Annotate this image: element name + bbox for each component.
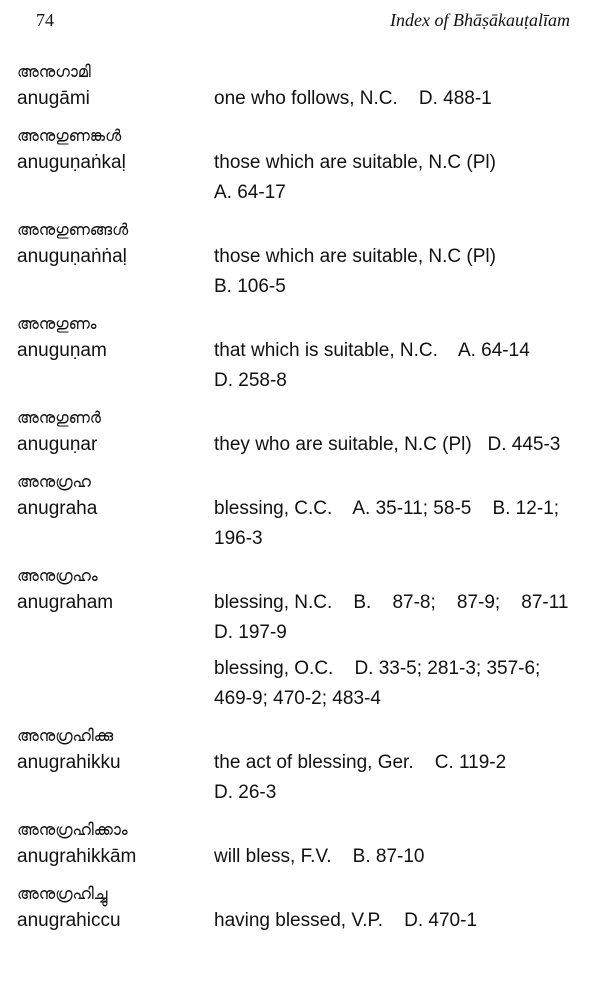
definitions: [214, 588, 570, 714]
definitions: [214, 748, 570, 808]
definition: one who follows, N.C. D. 488-1: [214, 88, 492, 109]
entry-row: [17, 148, 570, 208]
malayalam-headword: അനുഗ്രഹ: [17, 472, 91, 491]
definition: they who are suitable, N.C (Pl) D. 445-3: [214, 434, 561, 455]
definition: having blessed, V.P. D. 470-1: [214, 910, 478, 931]
definition: blessing, O.C. D. 33-5; 281-3; 357-6; 469-9; 470-2; 483-4: [214, 658, 541, 709]
definition: blessing, N.C. B. 87-8; 87-9; 87-11 D. 197-9: [214, 592, 569, 643]
malayalam-headword: അനുഗ്രഹം: [17, 566, 98, 585]
definitions: [214, 842, 570, 872]
transliterated-headword: anugāmi: [17, 88, 90, 109]
malayalam-headword: അനുഗ്രഹിച്ചു: [17, 884, 108, 903]
entry-row: [17, 588, 570, 714]
index-entries: [17, 60, 570, 946]
definitions: [214, 430, 570, 460]
malayalam-headword: അനുഗുണർ: [17, 408, 101, 427]
malayalam-headword: അനുഗ്രഹിക്കാം: [17, 820, 128, 839]
definitions: [214, 148, 570, 208]
entry-row: [17, 842, 570, 872]
index-entry: [17, 60, 570, 114]
transliterated-headword: anugraha: [17, 498, 98, 519]
index-entry: [17, 724, 570, 808]
page-number: 74: [36, 10, 54, 30]
transliterated-headword: anuguṇam: [17, 340, 107, 361]
entry-row: [17, 84, 570, 114]
definitions: [214, 494, 570, 554]
index-entry: [17, 470, 570, 554]
entry-row: [17, 336, 570, 396]
entry-row: [17, 242, 570, 302]
entry-row: [17, 494, 570, 554]
index-entry: [17, 564, 570, 714]
definition: that which is suitable, N.C. A. 64-14 D. 258-8: [214, 340, 530, 391]
definition: will bless, F.V. B. 87-10: [214, 846, 425, 867]
transliterated-headword: anuguṇar: [17, 434, 98, 455]
transliterated-headword: anugrahikkām: [17, 846, 137, 867]
definition: those which are suitable, N.C (Pl) B. 106-5: [214, 246, 496, 297]
malayalam-headword: അനുഗുണങ്ങൾ: [17, 220, 129, 239]
malayalam-headword: അനുഗുണം: [17, 314, 97, 333]
entry-row: [17, 906, 570, 936]
definitions: [214, 336, 570, 396]
transliterated-headword: anugrahikku: [17, 752, 121, 773]
index-entry: [17, 882, 570, 936]
index-entry: [17, 124, 570, 208]
definition: blessing, C.C. A. 35-11; 58-5 B. 12-1; 196-3: [214, 498, 559, 549]
definitions: [214, 242, 570, 302]
transliterated-headword: anugrahiccu: [17, 910, 121, 931]
malayalam-headword: അനുഗ്രഹിക്കു: [17, 726, 114, 745]
definition: the act of blessing, Ger. C. 119-2 D. 26-3: [214, 752, 507, 803]
transliterated-headword: anugraham: [17, 592, 114, 613]
malayalam-headword: അനുഗുണങ്കൾ: [17, 126, 122, 145]
running-head: Index of Bhāṣākauṭalīam: [390, 10, 570, 30]
index-entry: [17, 406, 570, 460]
index-entry: [17, 218, 570, 302]
index-entry: [17, 312, 570, 396]
definition: those which are suitable, N.C (Pl) A. 64-17: [214, 152, 496, 203]
transliterated-headword: anuguṇaṅkaḷ: [17, 152, 126, 173]
entry-row: [17, 748, 570, 808]
index-entry: [17, 818, 570, 872]
definitions: [214, 906, 570, 936]
transliterated-headword: anuguṇaṅṅaḷ: [17, 246, 127, 267]
definitions: [214, 84, 570, 114]
malayalam-headword: അനുഗാമി: [17, 62, 91, 81]
entry-row: [17, 430, 570, 460]
